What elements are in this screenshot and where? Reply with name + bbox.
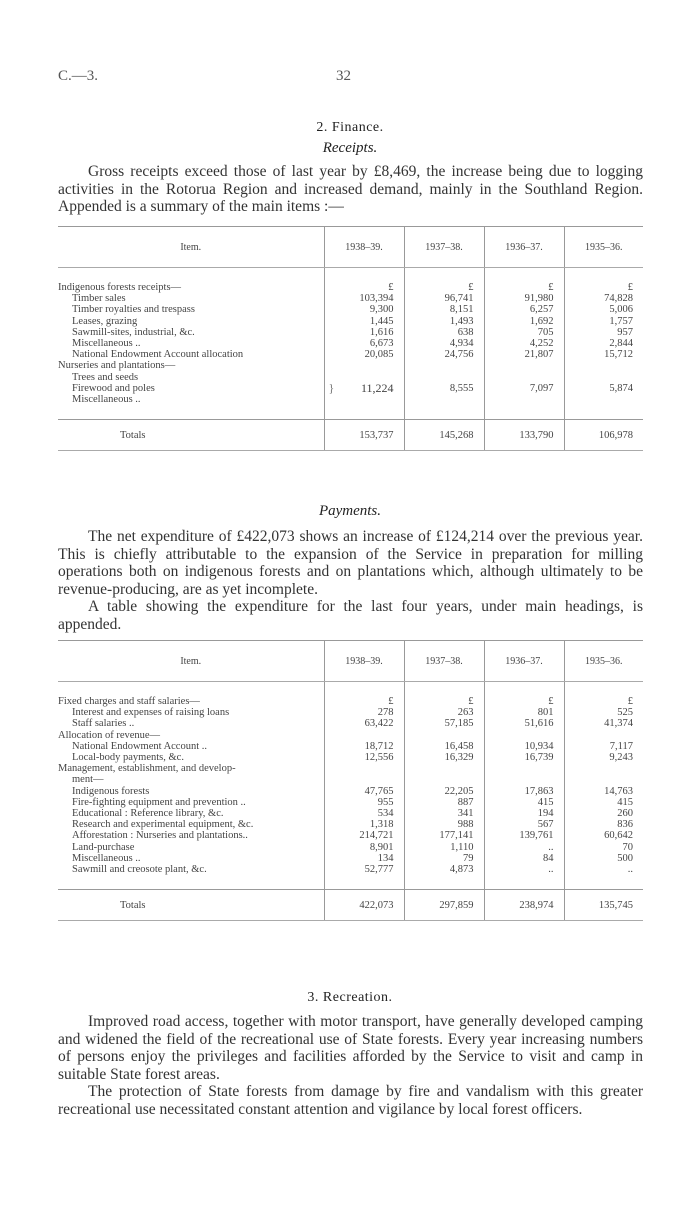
cell-value: 41,374 xyxy=(564,718,643,729)
cell-value: 214,721 xyxy=(324,830,404,841)
receipts-subheading: Receipts. xyxy=(322,140,378,156)
receipts-paragraph: Gross receipts exceed those of last year by £8,469, the increase being due to logging activities in the Rotorua Region and increased demand, mainly in the Southland Region. Appended is a summary of the main items :— xyxy=(58,163,643,215)
cell-value: 8,151 xyxy=(404,304,484,315)
cell-value: 74,828 xyxy=(564,293,643,304)
cell-value: 194 xyxy=(484,808,564,819)
row-label: Timber royalties and trespass xyxy=(72,304,195,316)
table-row xyxy=(58,752,643,763)
recreation-paragraph-1: Improved road access, together with motor transport, have generally developed camping and widened the field of the recreational use of State forests. Every year increasing numbers of persons enjoy the privileges and facilities afforded by the Service to visit and camp in suitable State forest areas. xyxy=(58,1013,643,1083)
cell-value: 801 xyxy=(484,707,564,718)
row-label: National Endowment Account allocation xyxy=(72,349,244,361)
cell-value: 534 xyxy=(324,808,404,819)
column-header-year: 1938–39. xyxy=(324,227,404,268)
cell-value: 9,300 xyxy=(324,304,404,315)
brace-icon: } xyxy=(328,382,335,395)
cell-value: 415 xyxy=(484,797,564,808)
cell-value: 22,205 xyxy=(404,786,484,797)
cell-value: 7,097 xyxy=(484,383,564,394)
currency-symbol: £ xyxy=(404,696,484,707)
row-label: Firewood and poles xyxy=(72,382,155,394)
row-label: Educational : Reference library, &c. xyxy=(72,808,224,820)
totals-label: Totals xyxy=(58,420,324,451)
cell-value: 5,874 xyxy=(564,383,643,394)
table-row xyxy=(58,293,643,304)
cell-value: 567 xyxy=(484,819,564,830)
column-header-year: 1936–37. xyxy=(484,227,564,268)
table-row xyxy=(58,797,643,808)
row-group-label: Management, establishment, and develop- xyxy=(58,763,236,775)
currency-symbol: £ xyxy=(404,282,484,293)
cell-value: 6,673 xyxy=(324,338,404,349)
cell-value: 79 xyxy=(404,853,484,864)
cell-value: 4,873 xyxy=(404,864,484,875)
cell-value: 1,616 xyxy=(324,327,404,338)
currency-symbol: £ xyxy=(484,696,564,707)
cell-value: 1,318 xyxy=(324,819,404,830)
table-row xyxy=(58,349,643,360)
total-value: 135,745 xyxy=(564,890,643,921)
row-label: Interest and expenses of raising loans xyxy=(72,707,230,719)
column-header-year: 1938–39. xyxy=(324,641,404,682)
total-value: 153,737 xyxy=(324,420,404,451)
table-row xyxy=(58,730,643,741)
cell-value: 8,901 xyxy=(324,842,404,853)
total-value: 297,859 xyxy=(404,890,484,921)
cell-value: 12,556 xyxy=(324,752,404,763)
cell-value: 415 xyxy=(564,797,643,808)
cell-value: 836 xyxy=(564,819,643,830)
cell-value: 11,224 xyxy=(360,382,394,395)
payments-table xyxy=(58,640,643,921)
row-label: Local-body payments, &c. xyxy=(72,752,184,764)
table-row xyxy=(58,394,643,405)
row-label: Fire-fighting equipment and prevention .. xyxy=(72,796,246,808)
cell-value: .. xyxy=(484,842,564,853)
cell-value: 84 xyxy=(484,853,564,864)
cell-value: 57,185 xyxy=(404,718,484,729)
table-row xyxy=(58,774,643,785)
cell-value: 177,141 xyxy=(404,830,484,841)
cell-value: 1,757 xyxy=(564,316,643,327)
cell-value: 52,777 xyxy=(324,864,404,875)
cell-value: 887 xyxy=(404,797,484,808)
cell-value: 51,616 xyxy=(484,718,564,729)
table-row xyxy=(58,696,643,707)
cell-value: 96,741 xyxy=(404,293,484,304)
cell-value: 705 xyxy=(484,327,564,338)
cell-value: 263 xyxy=(404,707,484,718)
row-label: Miscellaneous .. xyxy=(72,852,141,864)
column-header-year: 1936–37. xyxy=(484,641,564,682)
table-row xyxy=(58,338,643,349)
totals-row xyxy=(58,890,643,921)
finance-heading: 2. Finance. xyxy=(316,120,384,135)
currency-symbol: £ xyxy=(564,696,643,707)
row-label: Research and experimental equipment, &c. xyxy=(72,819,254,831)
row-group-label-continued: ment— xyxy=(72,774,104,786)
cell-value: 16,739 xyxy=(484,752,564,763)
cell-value: 7,117 xyxy=(564,741,643,752)
row-label: Sawmill-sites, industrial, &c. xyxy=(72,326,195,338)
cell-value: 260 xyxy=(564,808,643,819)
cell-value: .. xyxy=(564,864,643,875)
cell-value: 47,765 xyxy=(324,786,404,797)
table-row xyxy=(58,718,643,729)
row-label: Timber sales xyxy=(72,293,126,305)
table-row xyxy=(58,741,643,752)
row-label: Afforestation : Nurseries and plantations.. xyxy=(72,830,248,842)
currency-symbol: £ xyxy=(324,282,404,293)
row-group-label: Indigenous forests receipts— xyxy=(58,282,182,293)
table-row xyxy=(58,864,643,875)
cell-value: 16,329 xyxy=(404,752,484,763)
table-row xyxy=(58,372,643,383)
row-label: Miscellaneous .. xyxy=(72,338,141,350)
currency-symbol: £ xyxy=(484,282,564,293)
cell-value: 70 xyxy=(564,842,643,853)
cell-value: 5,006 xyxy=(564,304,643,315)
cell-value: 1,692 xyxy=(484,316,564,327)
row-group-label: Fixed charges and staff salaries— xyxy=(58,696,200,707)
column-header-item: Item. xyxy=(58,641,324,682)
cell-value: 1,493 xyxy=(404,316,484,327)
cell-value: 638 xyxy=(404,327,484,338)
page-number: 32 xyxy=(336,68,351,84)
row-label: National Endowment Account .. xyxy=(72,740,208,752)
currency-symbol: £ xyxy=(324,696,404,707)
total-value: 422,073 xyxy=(324,890,404,921)
cell-value: 63,422 xyxy=(324,718,404,729)
cell-value: 10,934 xyxy=(484,741,564,752)
table-row xyxy=(58,383,643,394)
cell-value: 14,763 xyxy=(564,786,643,797)
payments-paragraph-2: A table showing the expenditure for the last four years, under main headings, is appended. xyxy=(58,598,643,633)
cell-value: 20,085 xyxy=(324,349,404,360)
table-row xyxy=(58,304,643,315)
cell-value: 4,934 xyxy=(404,338,484,349)
row-label: Miscellaneous .. xyxy=(72,394,141,406)
cell-value: 6,257 xyxy=(484,304,564,315)
table-row xyxy=(58,327,643,338)
row-label: Leases, grazing xyxy=(72,315,138,327)
cell-value: 60,642 xyxy=(564,830,643,841)
cell-value: 278 xyxy=(324,707,404,718)
cell-value: 91,980 xyxy=(484,293,564,304)
total-value: 106,978 xyxy=(564,420,643,451)
table-row xyxy=(58,842,643,853)
cell-value: 9,243 xyxy=(564,752,643,763)
table-row xyxy=(58,282,643,293)
totals-row xyxy=(58,420,643,451)
cell-value: 1,110 xyxy=(404,842,484,853)
cell-value: 2,844 xyxy=(564,338,643,349)
column-header-year: 1935–36. xyxy=(564,641,643,682)
row-group-label: Allocation of revenue— xyxy=(58,729,161,741)
total-value: 145,268 xyxy=(404,420,484,451)
table-row xyxy=(58,853,643,864)
row-label: Trees and seeds xyxy=(72,371,139,383)
table-row xyxy=(58,786,643,797)
cell-value: 139,761 xyxy=(484,830,564,841)
column-header-year: 1937–38. xyxy=(404,227,484,268)
table-row xyxy=(58,316,643,327)
table-row xyxy=(58,763,643,774)
table-row xyxy=(58,830,643,841)
cell-value: 988 xyxy=(404,819,484,830)
currency-symbol: £ xyxy=(564,282,643,293)
cell-value: 1,445 xyxy=(324,316,404,327)
cell-value: 525 xyxy=(564,707,643,718)
row-group-label: Nurseries and plantations— xyxy=(58,360,176,372)
column-header-year: 1935–36. xyxy=(564,227,643,268)
cell-value: 4,252 xyxy=(484,338,564,349)
cell-value: 24,756 xyxy=(404,349,484,360)
payments-paragraph-1: The net expenditure of £422,073 shows an increase of £124,214 over the previous year. This is chiefly attributable to the expansion of the Service in preparation for milling operations both on indigenous forests and on plantations which, although ultimately to be revenue-producing, are as yet incomplete. xyxy=(58,528,643,598)
totals-label: Totals xyxy=(58,890,324,921)
cell-value: 134 xyxy=(324,853,404,864)
recreation-paragraph-2: The protection of State forests from damage by fire and vandalism with this greater recreational use necessitated constant attention and vigilance by local forest officers. xyxy=(58,1083,643,1118)
cell-value: 341 xyxy=(404,808,484,819)
cell-value: 15,712 xyxy=(564,349,643,360)
row-label: Land-purchase xyxy=(72,841,135,853)
page-header-code: C.—3. xyxy=(58,68,99,84)
cell-value: 103,394 xyxy=(324,293,404,304)
row-label: Indigenous forests xyxy=(72,785,150,797)
cell-value: 8,555 xyxy=(404,383,484,394)
cell-value: 17,863 xyxy=(484,786,564,797)
table-row xyxy=(58,360,643,371)
recreation-heading: 3. Recreation. xyxy=(307,990,393,1005)
receipts-table xyxy=(58,226,643,451)
row-label: Sawmill and creosote plant, &c. xyxy=(72,864,207,876)
cell-value: 957 xyxy=(564,327,643,338)
total-value: 238,974 xyxy=(484,890,564,921)
payments-subheading: Payments. xyxy=(318,503,382,519)
row-label: Staff salaries .. xyxy=(72,718,135,730)
cell-value: 16,458 xyxy=(404,741,484,752)
cell-value: 500 xyxy=(564,853,643,864)
cell-value: 955 xyxy=(324,797,404,808)
column-header-item: Item. xyxy=(58,227,324,268)
cell-value: 18,712 xyxy=(324,741,404,752)
table-row xyxy=(58,707,643,718)
table-row xyxy=(58,808,643,819)
cell-value: .. xyxy=(484,864,564,875)
table-row xyxy=(58,819,643,830)
column-header-year: 1937–38. xyxy=(404,641,484,682)
cell-value: 21,807 xyxy=(484,349,564,360)
total-value: 133,790 xyxy=(484,420,564,451)
